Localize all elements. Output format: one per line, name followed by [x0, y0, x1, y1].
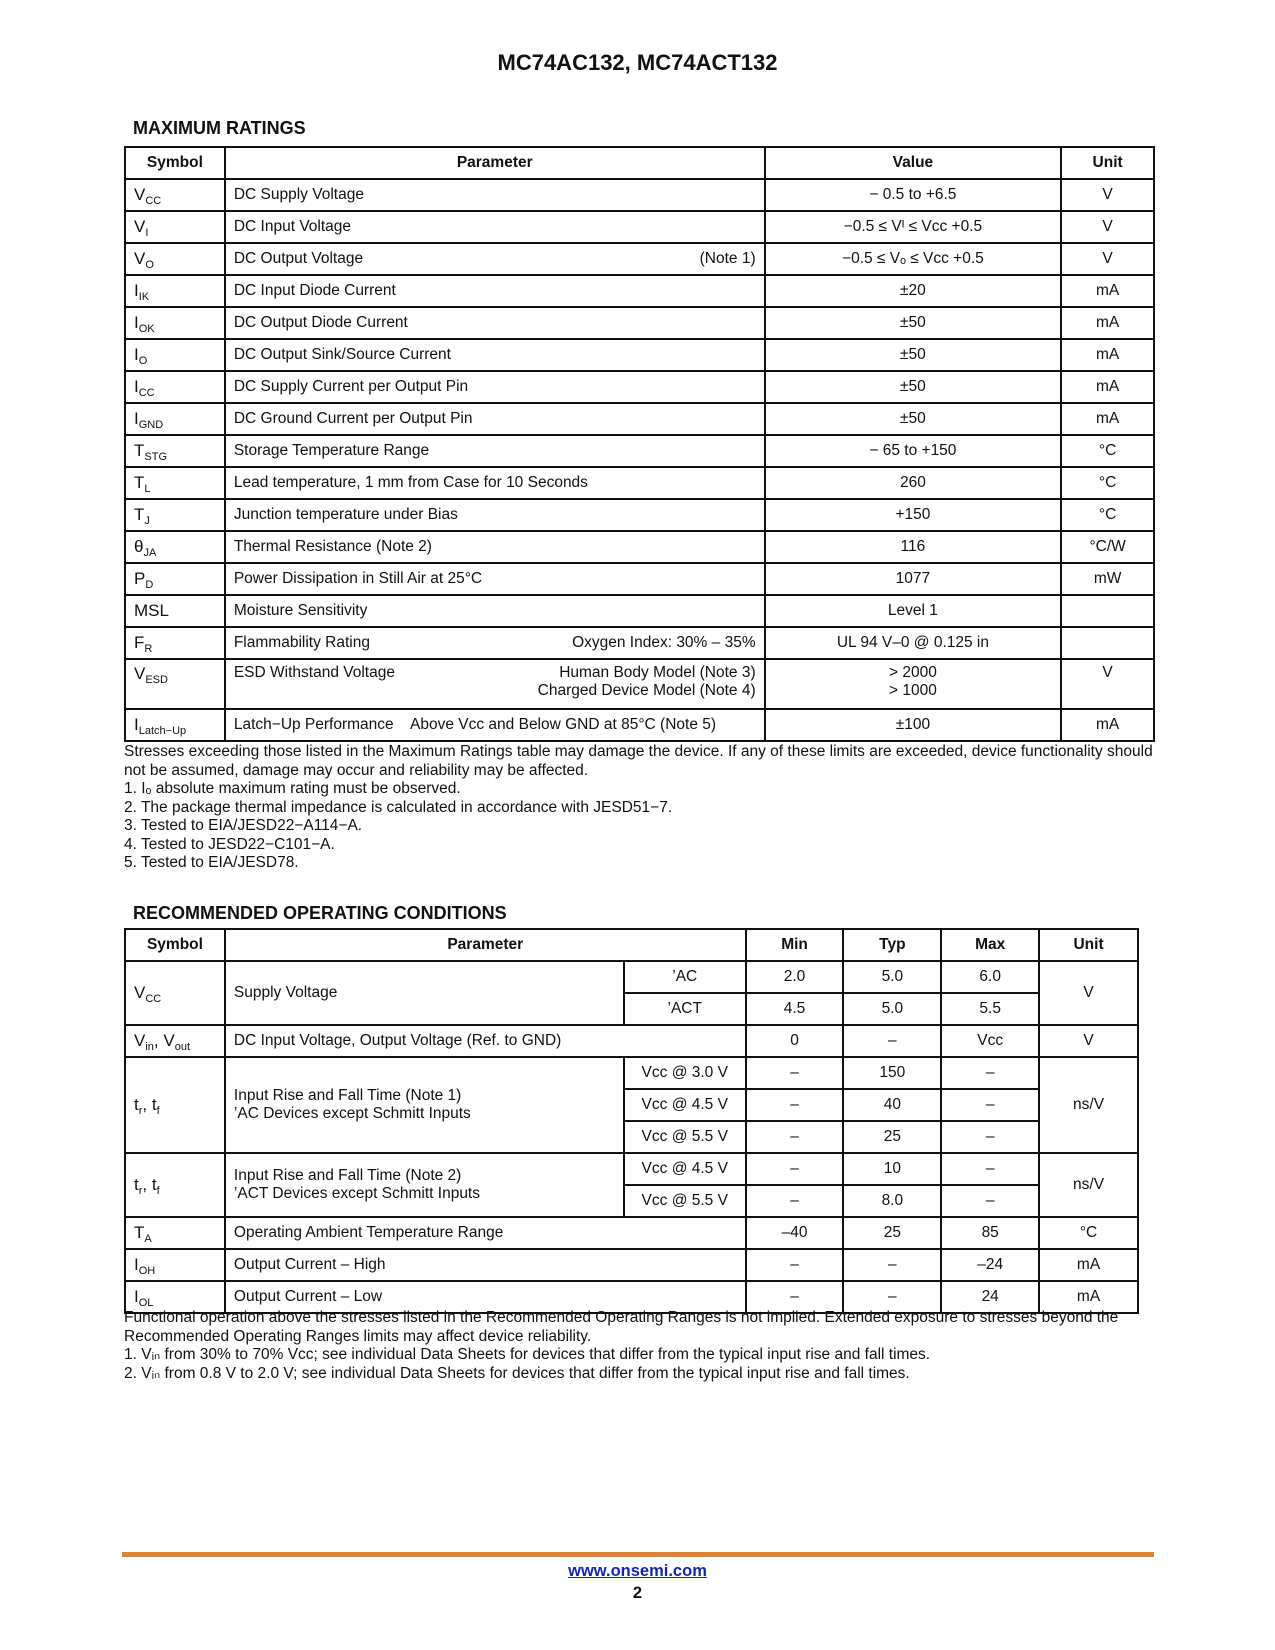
parameter-cell: [225, 563, 765, 595]
rise-fall-ac-row: [125, 1057, 1138, 1089]
unit-cell: °C: [1061, 467, 1154, 499]
min-cell: –: [746, 1057, 844, 1089]
typ-cell: 5.0: [843, 961, 941, 993]
value-cell: − 0.5 to +6.5: [765, 179, 1062, 211]
parameter-wrap: [234, 602, 756, 620]
max-ratings-heading: MAXIMUM RATINGS: [133, 118, 306, 138]
parameter-line: ’ACT Devices except Schmitt Inputs: [233, 1185, 480, 1202]
parameter-cell: [225, 179, 765, 211]
symbol-subscript: f: [156, 1185, 160, 1197]
symbol-cell: [125, 531, 225, 563]
rec-conditions-heading: RECOMMENDED OPERATING CONDITIONS: [133, 903, 507, 923]
symbol-main: I: [134, 377, 139, 396]
unit-cell: °C: [1061, 499, 1154, 531]
symbol-cell: [125, 709, 225, 741]
unit-cell: mA: [1061, 339, 1154, 371]
unit-cell: °C: [1039, 1217, 1138, 1249]
parameter-note: Human Body Model (Note 3): [559, 664, 756, 681]
symbol-main: T: [134, 441, 145, 460]
symbol-subscript: OK: [138, 323, 155, 335]
max-ratings-notes: [124, 743, 1154, 873]
parameter-wrap: [234, 378, 756, 396]
footnote: 3. Tested to EIA/JESD22−A114−A.: [124, 817, 363, 834]
parameter-cell: [225, 403, 765, 435]
parameter-cell: [225, 307, 765, 339]
symbol-main: θ: [134, 537, 144, 556]
symbol-main: T: [134, 505, 145, 524]
parameter-wrap: [234, 250, 756, 268]
max-cell: –24: [941, 1249, 1039, 1281]
parameter-cell: [225, 211, 765, 243]
parameter-cell: [225, 275, 765, 307]
parameter-wrap: [234, 282, 756, 300]
unit-cell: V: [1061, 211, 1154, 243]
symbol-subscript: D: [145, 579, 154, 591]
table-row-latchup: [125, 709, 1154, 741]
min-cell: –: [746, 1153, 844, 1185]
unit-cell: °C: [1061, 435, 1154, 467]
parameter-wrap: [234, 314, 756, 332]
parameter-text: Junction temperature under Bias: [233, 506, 458, 523]
symbol-cell: [125, 371, 225, 403]
value-cell: ±20: [765, 275, 1062, 307]
parameter-cell: [225, 1153, 624, 1217]
condition-cell: ’AC: [624, 961, 746, 993]
typ-cell: 8.0: [843, 1185, 941, 1217]
symbol-subscript: Latch−Up: [138, 725, 187, 737]
header-unit: Unit: [1039, 929, 1138, 961]
symbol-subscript: OL: [138, 1297, 154, 1309]
min-cell: –: [746, 1249, 844, 1281]
table-row: [125, 275, 1154, 307]
parameter-cell: Output Current – High: [225, 1249, 746, 1281]
condition-cell: Vᴄᴄ @ 4.5 V: [624, 1089, 746, 1121]
parameter-text: DC Input Voltage: [233, 218, 352, 235]
symbol-cell: [125, 179, 225, 211]
unit-cell: V: [1061, 243, 1154, 275]
min-cell: –40: [746, 1217, 844, 1249]
unit-cell: [1061, 627, 1154, 659]
footer-link[interactable]: www.onsemi.com: [568, 1562, 707, 1580]
table-row: [125, 211, 1154, 243]
value-line: > 1000: [888, 682, 937, 699]
header-max: Max: [941, 929, 1039, 961]
min-cell: 4.5: [746, 993, 844, 1025]
symbol-cell: [125, 595, 225, 627]
value-cell: 1077: [765, 563, 1062, 595]
symbol-main: t: [134, 1095, 139, 1114]
parameter-cell: [225, 371, 765, 403]
parameter-line: Input Rise and Fall Time (Note 2): [233, 1167, 462, 1184]
unit-cell: mA: [1061, 403, 1154, 435]
parameter-wrap: [234, 506, 756, 524]
rec-conditions-table: [124, 928, 1139, 1314]
symbol-main: V: [134, 217, 146, 236]
symbol-cell: [125, 467, 225, 499]
footnote: 4. Tested to JESD22−C101−A.: [124, 835, 335, 853]
symbol-cell: [125, 243, 225, 275]
symbol-subscript: CC: [145, 195, 162, 207]
condition-cell: Vᴄᴄ @ 5.5 V: [624, 1185, 746, 1217]
header-symbol: Symbol: [125, 929, 225, 961]
parameter-text: Flammability Rating: [233, 634, 370, 651]
parameter-text: Supply Voltage: [233, 984, 338, 1001]
symbol-main: , t: [142, 1175, 157, 1194]
min-cell: –: [746, 1121, 844, 1153]
symbol-main: V: [134, 249, 146, 268]
max-cell: –: [941, 1089, 1039, 1121]
unit-cell: [1061, 595, 1154, 627]
symbol-main: I: [134, 1287, 139, 1306]
supply-voltage-row: [125, 961, 1138, 993]
parameter-cell: [225, 339, 765, 371]
min-cell: –: [746, 1089, 844, 1121]
typ-cell: 10: [843, 1153, 941, 1185]
max-cell: –: [941, 1057, 1039, 1089]
input-output-voltage-row: [125, 1025, 1138, 1057]
symbol-subscript: I: [145, 227, 149, 239]
rec-conditions-notes: [124, 1309, 1154, 1383]
symbol-subscript: A: [144, 1233, 152, 1245]
parameter-cell: [225, 961, 624, 1025]
symbol-main: P: [134, 569, 146, 588]
typ-cell: –: [843, 1249, 941, 1281]
parameter-wrap: [234, 218, 756, 236]
parameter-wrap: [234, 474, 756, 492]
table-row: [125, 595, 1154, 627]
symbol-subscript: ESD: [145, 674, 168, 686]
table-row: [125, 499, 1154, 531]
typ-cell: 5.0: [843, 993, 941, 1025]
min-cell: 0: [746, 1025, 844, 1057]
parameter-cell: Operating Ambient Temperature Range: [225, 1217, 746, 1249]
value-cell: [765, 659, 1062, 709]
unit-cell: mA: [1061, 307, 1154, 339]
parameter-text: DC Ground Current per Output Pin: [233, 410, 473, 427]
rec-header-row: [125, 929, 1138, 961]
symbol-main: , t: [142, 1095, 157, 1114]
unit-cell: V: [1039, 1025, 1138, 1057]
parameter-text: DC Output Sink/Source Current: [233, 346, 451, 363]
parameter-text: Lead temperature, 1 mm from Case for 10 Seconds: [233, 474, 588, 491]
header-parameter: Parameter: [225, 147, 765, 179]
page-number: 2: [632, 1584, 643, 1602]
parameter-wrap: [234, 346, 756, 364]
symbol-subscript: O: [145, 259, 154, 271]
table-row-esd: [125, 659, 1154, 709]
parameter-cell: [225, 659, 765, 709]
typ-cell: –: [843, 1281, 941, 1313]
value-cell: +150: [765, 499, 1062, 531]
parameter-text: DC Supply Current per Output Pin: [233, 378, 469, 395]
symbol-main: I: [134, 715, 139, 734]
footnote: 1. Iₒ absolute maximum rating must be observed.: [124, 780, 461, 797]
symbol-main: V: [134, 185, 146, 204]
symbol-main: V: [134, 1031, 146, 1050]
parameter-text: Moisture Sensitivity: [233, 602, 368, 619]
condition-cell: Vᴄᴄ @ 5.5 V: [624, 1121, 746, 1153]
max-ratings-table: [124, 146, 1155, 742]
page-title: MC74AC132, MC74ACT132: [497, 50, 778, 75]
symbol-main: T: [134, 473, 145, 492]
symbol-main: I: [134, 345, 139, 364]
parameter-text: Power Dissipation in Still Air at 25°C: [233, 570, 483, 587]
parameter-notes: [538, 664, 756, 700]
value-cell: ±50: [765, 371, 1062, 403]
table-row: [125, 371, 1154, 403]
symbol-subscript: O: [138, 355, 148, 367]
parameter-wrap: [234, 442, 756, 460]
value-line: > 2000: [888, 664, 937, 681]
header-value: Value: [765, 147, 1062, 179]
parameter-text: DC Supply Voltage: [233, 186, 364, 203]
symbol-cell: [125, 659, 225, 709]
symbol-main: I: [134, 1255, 139, 1274]
symbol-cell: [125, 1153, 225, 1217]
parameter-wrap: [234, 410, 756, 428]
typ-cell: 25: [843, 1217, 941, 1249]
symbol-cell: [125, 627, 225, 659]
symbol-subscript: IK: [138, 291, 150, 303]
parameter-cell: [225, 499, 765, 531]
symbol-subscript: CC: [145, 993, 162, 1005]
symbol-main: V: [134, 983, 146, 1002]
value-cell: UL 94 V–0 @ 0.125 in: [765, 627, 1062, 659]
symbol-cell: [125, 211, 225, 243]
table-row: [125, 435, 1154, 467]
parameter-text: DC Output Diode Current: [233, 314, 408, 331]
symbol-subscript: in: [145, 1041, 154, 1053]
unit-cell: mA: [1061, 275, 1154, 307]
value-cell: −0.5 ≤ Vₒ ≤ Vᴄᴄ +0.5: [765, 243, 1062, 275]
symbol-main: , V: [153, 1031, 175, 1050]
footnote: 2. Vᵢₙ from 0.8 V to 2.0 V; see individual Data Sheets for devices that differ from the typical input rise and fall times.: [124, 1364, 910, 1382]
parameter-line: Input Rise and Fall Time (Note 1): [233, 1087, 462, 1104]
condition-cell: Vᴄᴄ @ 3.0 V: [624, 1057, 746, 1089]
disclaimer-text: Functional operation above the stresses listed in the Recommended Operating Ranges is not implied. Extended exposure to stresses beyond the Recommended Operating Ranges limits may affect device reliability.: [124, 1309, 1119, 1345]
parameter-cell: [225, 1057, 624, 1153]
table-row: [125, 531, 1154, 563]
header-typ: Typ: [843, 929, 941, 961]
parameter-line: ’AC Devices except Schmitt Inputs: [233, 1105, 471, 1122]
unit-cell: mA: [1039, 1249, 1138, 1281]
symbol-subscript: L: [144, 483, 151, 495]
table-row: [125, 563, 1154, 595]
max-cell: Vᴄᴄ: [941, 1025, 1039, 1057]
parameter-text: DC Input Diode Current: [233, 282, 396, 299]
parameter-text: Thermal Resistance (Note 2): [233, 538, 432, 555]
header-unit: Unit: [1061, 147, 1154, 179]
unit-cell: ns/V: [1039, 1057, 1138, 1153]
symbol-main: I: [134, 409, 139, 428]
parameter-wrap: [234, 634, 756, 652]
header-parameter: Parameter: [225, 929, 746, 961]
parameter-cell: [225, 467, 765, 499]
unit-cell: mA: [1061, 371, 1154, 403]
value-cell: −0.5 ≤ Vᴵ ≤ Vᴄᴄ +0.5: [765, 211, 1062, 243]
max-cell: 6.0: [941, 961, 1039, 993]
max-cell: 24: [941, 1281, 1039, 1313]
min-cell: –: [746, 1281, 844, 1313]
table-row: [125, 627, 1154, 659]
parameter-text: ESD Withstand Voltage: [233, 664, 395, 681]
footer-rule: [122, 1552, 1154, 1557]
symbol-main: T: [134, 1223, 145, 1242]
symbol-cell: [125, 1217, 225, 1249]
disclaimer-text: Stresses exceeding those listed in the Maximum Ratings table may damage the device. If any of these limits are exceeded, device functionality should not be assumed, damage may occur and reliability may be affected.: [124, 743, 1153, 779]
value-cell: ±50: [765, 307, 1062, 339]
symbol-main: F: [134, 633, 145, 652]
max-cell: 5.5: [941, 993, 1039, 1025]
value-cell: 116: [765, 531, 1062, 563]
symbol-subscript: R: [144, 643, 153, 655]
unit-cell: mA: [1061, 709, 1154, 741]
symbol-main: I: [134, 281, 139, 300]
symbol-cell: [125, 339, 225, 371]
table-row: [125, 243, 1154, 275]
symbol-subscript: f: [156, 1105, 160, 1117]
table-row: [125, 1249, 1138, 1281]
typ-cell: 40: [843, 1089, 941, 1121]
value-cell: ±50: [765, 339, 1062, 371]
symbol-subscript: STG: [144, 451, 168, 463]
typ-cell: –: [843, 1025, 941, 1057]
symbol-main: MSL: [134, 601, 169, 620]
value-cell: ±50: [765, 403, 1062, 435]
min-cell: 2.0: [746, 961, 844, 993]
symbol-main: t: [134, 1175, 139, 1194]
value-cell: 260: [765, 467, 1062, 499]
symbol-cell: [125, 1025, 225, 1057]
parameter-cell: Latch−Up Performance Above Vᴄᴄ and Below GND at 85°C (Note 5): [225, 709, 765, 741]
symbol-subscript: CC: [138, 387, 155, 399]
unit-cell: V: [1061, 659, 1154, 709]
symbol-cell: [125, 435, 225, 467]
parameter-cell: Output Current – Low: [225, 1281, 746, 1313]
symbol-cell: [125, 1249, 225, 1281]
max-cell: 85: [941, 1217, 1039, 1249]
unit-cell: mA: [1039, 1281, 1138, 1313]
max-ratings-header-row: [125, 147, 1154, 179]
parameter-wrap: [234, 186, 756, 204]
parameter-note: (Note 1): [699, 250, 756, 267]
symbol-cell: [125, 1057, 225, 1153]
unit-cell: V: [1039, 961, 1138, 1025]
typ-cell: 25: [843, 1121, 941, 1153]
condition-cell: ’ACT: [624, 993, 746, 1025]
table-row: [125, 179, 1154, 211]
parameter-text: Storage Temperature Range: [233, 442, 430, 459]
symbol-cell: [125, 499, 225, 531]
table-row: [125, 403, 1154, 435]
table-row: [125, 307, 1154, 339]
parameter-cell: [225, 435, 765, 467]
parameter-note: Charged Device Model (Note 4): [537, 682, 756, 699]
max-cell: –: [941, 1153, 1039, 1185]
symbol-subscript: GND: [138, 419, 164, 431]
value-cell: − 65 to +150: [765, 435, 1062, 467]
symbol-subscript: r: [138, 1105, 143, 1117]
min-cell: –: [746, 1185, 844, 1217]
symbol-cell: [125, 961, 225, 1025]
symbol-main: V: [134, 664, 146, 683]
parameter-cell: [225, 243, 765, 275]
symbol-subscript: JA: [143, 547, 157, 559]
parameter-text: DC Output Voltage: [233, 250, 364, 267]
symbol-subscript: J: [144, 515, 150, 527]
value-cell: ±100: [765, 709, 1062, 741]
parameter-wrap: [234, 538, 756, 556]
footnote: 2. The package thermal impedance is calculated in accordance with JESD51−7.: [124, 798, 673, 816]
symbol-cell: [125, 275, 225, 307]
symbol-main: I: [134, 313, 139, 332]
parameter-wrap: [234, 664, 756, 700]
table-row: [125, 467, 1154, 499]
unit-cell: V: [1061, 179, 1154, 211]
parameter-wrap: [234, 570, 756, 588]
symbol-subscript: r: [138, 1185, 143, 1197]
unit-cell: °C/W: [1061, 531, 1154, 563]
header-symbol: Symbol: [125, 147, 225, 179]
max-cell: –: [941, 1185, 1039, 1217]
typ-cell: 150: [843, 1057, 941, 1089]
footnote: 1. Vᵢₙ from 30% to 70% Vᴄᴄ; see individual Data Sheets for devices that differ from the typical input rise and fall times.: [124, 1346, 931, 1363]
symbol-cell: [125, 403, 225, 435]
parameter-cell: [225, 531, 765, 563]
table-row: [125, 1217, 1138, 1249]
symbol-cell: [125, 307, 225, 339]
parameter-cell: DC Input Voltage, Output Voltage (Ref. to GND): [225, 1025, 746, 1057]
symbol-subscript: OH: [138, 1265, 156, 1277]
header-min: Min: [746, 929, 844, 961]
value-cell: Level 1: [765, 595, 1062, 627]
table-row: [125, 339, 1154, 371]
parameter-note: Oxygen Index: 30% – 35%: [572, 634, 756, 651]
unit-cell: ns/V: [1039, 1153, 1138, 1217]
parameter-cell: [225, 627, 765, 659]
parameter-cell: [225, 595, 765, 627]
max-cell: –: [941, 1121, 1039, 1153]
condition-cell: Vᴄᴄ @ 4.5 V: [624, 1153, 746, 1185]
symbol-cell: [125, 563, 225, 595]
symbol-subscript: out: [174, 1041, 190, 1053]
unit-cell: mW: [1061, 563, 1154, 595]
footnote: 5. Tested to EIA/JESD78.: [124, 854, 299, 871]
rise-fall-act-row: [125, 1153, 1138, 1185]
